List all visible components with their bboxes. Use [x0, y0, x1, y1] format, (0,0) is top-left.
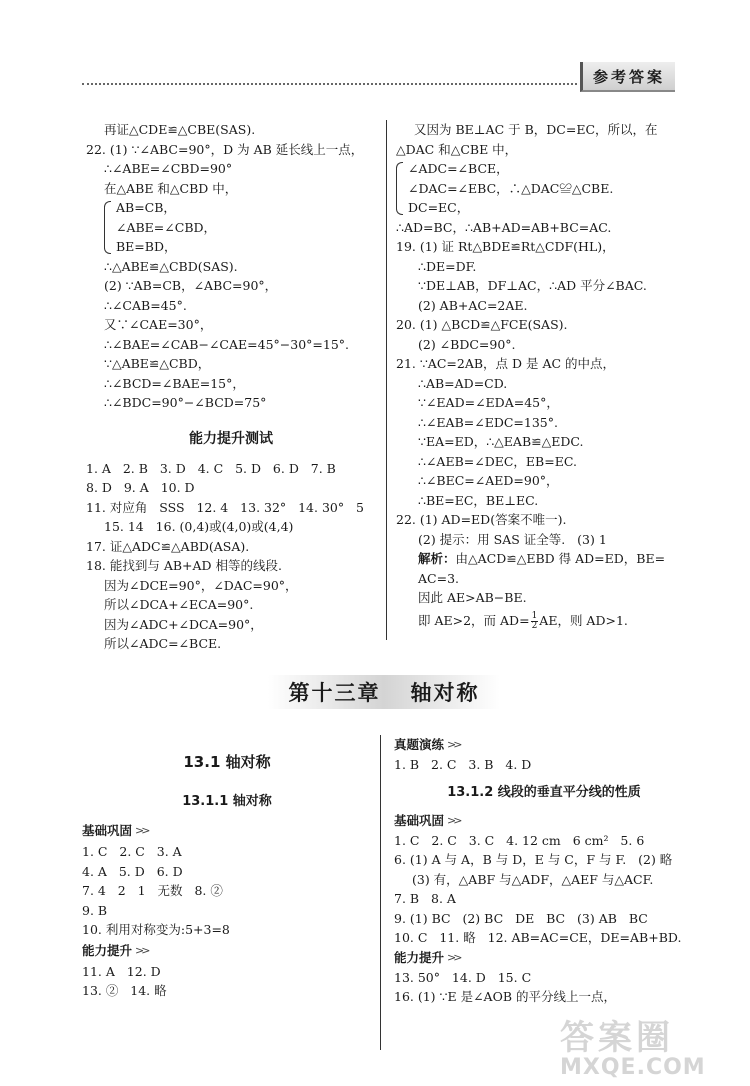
text-line: 21. ∵AC=2AB，点 D 是 AC 的中点， — [396, 356, 616, 371]
column-divider-upper — [386, 120, 387, 640]
text-line: ∵△ABE≌△CBD， — [104, 356, 211, 371]
text-line: △DAC 和△CBE 中， — [396, 141, 518, 157]
text-line: ∴△ABE≌△CBD(SAS). — [104, 258, 238, 274]
chapter-name: 轴对称 — [410, 681, 480, 705]
text-line: (2) ∵AB=CB，∠ABC=90°， — [104, 278, 278, 293]
lower-right-column — [394, 735, 694, 1007]
tag-exam-practice — [394, 735, 694, 755]
text-line: ∴∠BCD=∠BAE=15°， — [104, 375, 245, 391]
tag-label: 能力提升 — [394, 949, 445, 965]
analysis-label: 解析： — [418, 551, 456, 566]
answer-line: 13. 50° 14. D 15. C — [394, 969, 532, 985]
chevron-double-right-icon: >> — [447, 738, 460, 752]
text-line: 19. (1) 证 Rt△BDE≌Rt△CDF(HL)， — [396, 239, 615, 254]
fraction-denominator: 2 — [531, 620, 538, 631]
section-title: 能力提升测试 — [189, 430, 273, 447]
text-line: ∴BE=EC，BE⊥EC. — [418, 492, 539, 508]
chapter-title — [268, 675, 500, 709]
text-line: ∵DE⊥AB，DF⊥AC，∴AD 平分∠BAC. — [418, 278, 647, 293]
text-line: 再证△CDE≌△CBE(SAS). — [104, 122, 256, 137]
text-span: 由△ACD≌△EBD 得 AD=ED，BE= — [455, 551, 666, 566]
fraction — [531, 612, 539, 631]
text-line — [396, 549, 696, 569]
text-line: DC=EC， — [408, 200, 470, 215]
upper-left-column — [86, 120, 376, 654]
answer-line: 6. (1) A 与 A，B 与 D，E 与 C，F 与 F. (2) 略 — [394, 852, 673, 867]
text-line: BE=BD， — [116, 239, 177, 254]
text-line: ∴∠BDC=90°−∠BCD=75° — [104, 395, 267, 410]
text-line: ∴∠AEB=∠DEC，EB=EC. — [418, 453, 577, 469]
answer-line: 9. B — [82, 902, 108, 918]
text-line: ∴AB=AD=CD. — [418, 375, 508, 391]
answer-line: 16. (1) ∵E 是∠AOB 的平分线上一点， — [394, 989, 616, 1004]
answer-line: 4. A 5. D 6. D — [82, 863, 183, 879]
answer-line: 1. C 2. C 3. C 4. 12 cm 6 cm² 5. 6 — [394, 832, 645, 848]
text-line: 22. (1) ∵∠ABC=90°，D 为 AB 延长线上一点， — [86, 141, 364, 157]
text-line: 又∵∠CAE=30°， — [104, 317, 213, 332]
equation-brace-group — [396, 159, 696, 218]
answer-line: 17. 证△ADC≌△ABD(ASA). — [86, 538, 250, 554]
answer-line: 13. ② 14. 略 — [82, 983, 167, 998]
text-line: 在△ABE 和△CBD 中， — [104, 180, 238, 196]
chapter-number: 第十三章 — [288, 681, 381, 705]
header-label: 参考答案 — [580, 62, 675, 92]
answer-line: 1. C 2. C 3. A — [82, 844, 182, 859]
tag-label: 基础巩固 — [394, 812, 445, 828]
answer-line: 所以∠ADC=∠BCE. — [104, 636, 222, 651]
answer-line: (3) 有，△ABF 与△ADF，△AEF 与△ACF. — [412, 871, 654, 887]
text-line: 22. (1) AD=ED(答案不唯一). — [396, 512, 567, 527]
text-line: AC=3. — [418, 570, 459, 586]
text-line: ∴∠BAE=∠CAB−∠CAE=45°−30°=15°. — [104, 336, 350, 352]
answer-line: 15. 14 16. (0,4)或(4,0)或(4,4) — [104, 519, 294, 534]
text-line: ∵EA=ED，∴△EAB≌△EDC. — [418, 434, 584, 449]
tag-basic — [82, 820, 372, 842]
subsection-title: 13.1.2 线段的垂直平分线的性质 — [447, 784, 641, 800]
fraction-numerator: 1 — [531, 610, 538, 621]
lower-left-column — [82, 740, 372, 1001]
text-line: 因此 AE>AB−BE. — [418, 590, 527, 605]
answer-line: 10. C 11. 略 12. AB=AC=CE，DE=AB+BD. — [394, 930, 682, 945]
tag-advanced — [82, 940, 372, 962]
watermark-url: MXQE.COM — [560, 1055, 706, 1080]
answer-line: 1. B 2. C 3. B 4. D — [394, 757, 532, 772]
subsection-title: 13.1.1 轴对称 — [182, 794, 272, 809]
answer-line: 9. (1) BC (2) BC DE BC (3) AB BC — [394, 910, 648, 926]
header-dotted-rule — [82, 83, 577, 85]
watermark-logo — [560, 1010, 745, 1080]
chevron-double-right-icon: >> — [447, 950, 460, 964]
section-title: 13.1 轴对称 — [183, 753, 271, 771]
chevron-double-right-icon: >> — [447, 813, 460, 827]
text-span: 即 AE>2，而 AD= — [418, 612, 530, 628]
text-span: AE，则 AD>1. — [539, 612, 628, 628]
chevron-double-right-icon: >> — [135, 943, 148, 957]
text-line: AB=CB， — [116, 200, 176, 215]
text-line: (2) ∠BDC=90°. — [418, 336, 516, 352]
column-divider-lower — [380, 735, 381, 1050]
tag-label: 能力提升 — [82, 942, 133, 958]
tag-advanced — [394, 948, 694, 968]
text-line: ∴DE=DF. — [418, 258, 477, 274]
text-line: ∴∠CAB=45°. — [104, 297, 187, 313]
upper-right-column — [396, 120, 696, 634]
answer-line: 所以∠DCA+∠ECA=90°. — [104, 597, 254, 612]
answer-line: 8. D 9. A 10. D — [86, 480, 195, 495]
chevron-double-right-icon: >> — [135, 824, 148, 838]
watermark-text: 答案圈 — [560, 1018, 674, 1058]
text-line: ∵∠EAD=∠EDA=45°， — [418, 395, 559, 410]
text-line: ∠ADC=∠BCE， — [408, 161, 509, 176]
answer-line: 11. 对应角 SSS 12. 4 13. 32° 14. 30° 5 — [86, 499, 364, 515]
text-line: 又因为 BE⊥AC 于 B，DC=EC，所以，在 — [414, 122, 658, 137]
text-line — [396, 608, 696, 634]
answer-line: 7. 4 2 1 无数 8. ② — [82, 883, 223, 898]
answer-line: 因为∠DCE=90°，∠DAC=90°， — [104, 577, 298, 593]
equation-brace-group — [104, 198, 376, 257]
text-line: (2) AB+AC=2AE. — [418, 297, 528, 313]
answer-line: 11. A 12. D — [82, 963, 161, 979]
text-line: ∴∠EAB=∠EDC=135°. — [418, 414, 558, 430]
text-line: 20. (1) △BCD≌△FCE(SAS). — [396, 317, 568, 332]
answer-line: 1. A 2. B 3. D 4. C 5. D 6. D 7. B — [86, 460, 336, 476]
tag-label: 真题演练 — [394, 737, 445, 753]
text-line: (2) 提示：用 SAS 证全等. (3) 1 — [418, 531, 607, 547]
text-line: ∴∠ABE=∠CBD=90° — [104, 161, 233, 176]
answer-line: 因为∠ADC+∠DCA=90°， — [104, 616, 263, 632]
text-line: ∴AD=BC，∴AB+AD=AB+BC=AC. — [396, 219, 612, 235]
text-line: ∠ABE=∠CBD， — [116, 219, 217, 235]
text-line: ∴∠BEC=∠AED=90°， — [418, 473, 559, 488]
text-line: ∠DAC=∠EBC，∴△DAC≌△CBE. — [408, 180, 614, 196]
answer-line: 7. B 8. A — [394, 891, 456, 906]
tag-label: 基础巩固 — [82, 823, 133, 839]
tag-basic — [394, 811, 694, 831]
answer-line: 10. 利用对称变为:5+3=8 — [82, 922, 230, 937]
answer-line: 18. 能找到与 AB+AD 相等的线段. — [86, 558, 283, 573]
